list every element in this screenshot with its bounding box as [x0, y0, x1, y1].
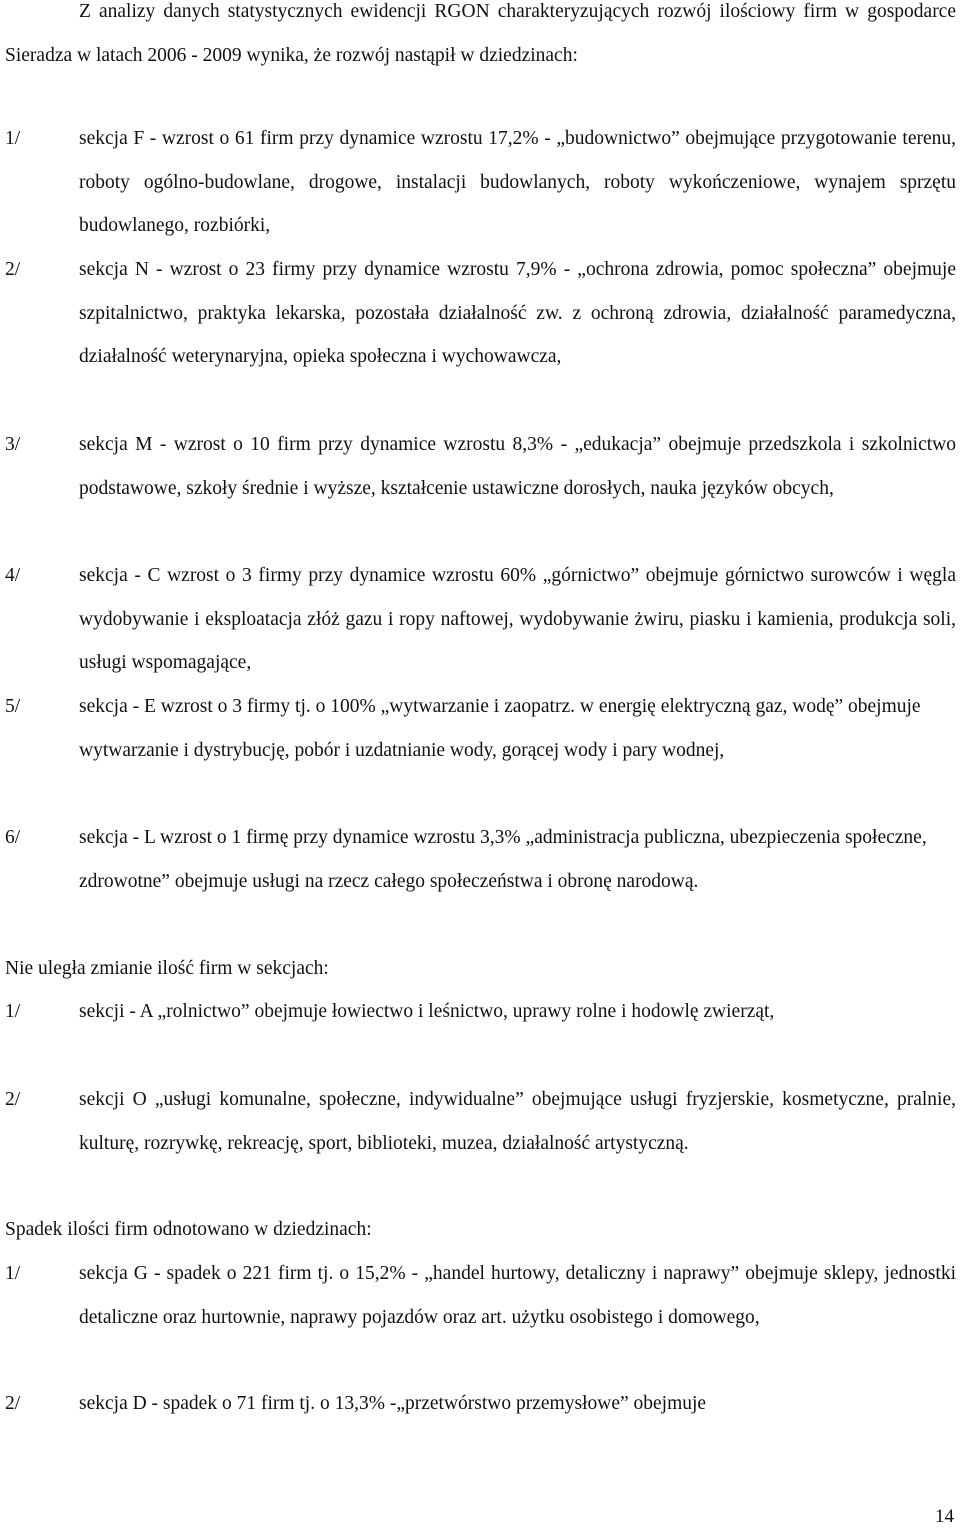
- item-number: 6/: [5, 827, 21, 848]
- item-text: sekcja F - wzrost o 61 firm przy dynamice wzrostu 17,2% - „budownictwo” obejmujące przygotowanie terenu, roboty ogólno-budowlane, drogowe, instalacji budowlanych, roboty wykończeniowe, wynajem sprzętu budowlanego, rozbiórki,: [79, 128, 956, 236]
- item-text: sekcji O „usługi komunalne, społeczne, indywidualne” obejmujące usługi fryzjerskie, kosmetyczne, pralnie, kulturę, rozrywkę, rekreację, sport, biblioteki, muzea, działalność artystyczną.: [79, 1089, 956, 1154]
- item-text: sekcja - L wzrost o 1 firmę przy dynamice wzrostu 3,3% „administracja publiczna, ubezpieczenia społeczne, zdrowotne” obejmuje usługi na rzecz całego społeczeństwa i obronę narodową.: [79, 827, 927, 892]
- unchanged-heading: Nie uległa zmianie ilość firm w sekcjach:: [5, 958, 329, 979]
- item-number: 2/: [5, 1393, 21, 1414]
- item-text: sekcja M - wzrost o 10 firm przy dynamice wzrostu 8,3% - „edukacja” obejmuje przedszkola i szkolnictwo podstawowe, szkoły średnie i wyższe, kształcenie ustawiczne dorosłych, nauka języków obcych,: [79, 434, 956, 499]
- item-text: sekcja N - wzrost o 23 firmy przy dynamice wzrostu 7,9% - „ochrona zdrowia, pomoc społeczna” obejmuje szpitalnictwo, praktyka lekarska, pozostała działalność zw. z ochroną zdrowia, działalność paramedyczna, działalność weterynaryjna, opieka społeczna i wychowawcza,: [79, 259, 956, 367]
- growth-item-6: [5, 816, 956, 903]
- item-text: sekcja D - spadek o 71 firm tj. o 13,3% -„przetwórstwo przemysłowe” obejmuje: [79, 1393, 707, 1414]
- item-number: 2/: [5, 259, 21, 280]
- item-number: 1/: [5, 128, 21, 149]
- item-number: 1/: [5, 1263, 21, 1284]
- decline-item-2: [5, 1382, 956, 1426]
- unchanged-item-1: [5, 990, 956, 1034]
- growth-item-5: [5, 685, 956, 772]
- growth-item-2: [5, 248, 956, 379]
- decline-heading: Spadek ilości firm odnotowano w dziedzinach:: [5, 1219, 372, 1240]
- growth-item-3: [5, 423, 956, 510]
- unchanged-item-2: [5, 1078, 956, 1165]
- item-text: sekcja G - spadek o 221 firm tj. o 15,2% - „handel hurtowy, detaliczny i naprawy” obejmuje sklepy, jednostki detaliczne oraz hurtownie, naprawy pojazdów oraz art. użytku osobistego i domowego,: [79, 1263, 956, 1328]
- item-number: 2/: [5, 1089, 21, 1110]
- page-number: 14: [935, 1506, 954, 1527]
- growth-item-4: [5, 554, 956, 685]
- intro-paragraph: Z analizy danych statystycznych ewidencji RGON charakteryzujących rozwój ilościowy firm w gospodarce Sieradza w latach 2006 - 2009 wynika, że rozwój nastąpił w dziedzinach:: [5, 1, 956, 66]
- item-number: 3/: [5, 434, 21, 455]
- item-number: 1/: [5, 1001, 21, 1022]
- growth-item-1: [5, 117, 956, 248]
- item-text: sekcji - A „rolnictwo” obejmuje łowiectwo i leśnictwo, uprawy rolne i hodowlę zwierząt,: [79, 1001, 775, 1022]
- decline-item-1: [5, 1252, 956, 1339]
- item-text: sekcja - E wzrost o 3 firmy tj. o 100% „wytwarzanie i zaopatrz. w energię elektryczną gaz, wodę” obejmuje wytwarzanie i dystrybucję, pobór i uzdatnianie wody, gorącej wody i pary wodnej,: [79, 696, 921, 761]
- item-text: sekcja - C wzrost o 3 firmy przy dynamice wzrostu 60% „górnictwo” obejmuje górnictwo surowców i węgla wydobywanie i eksploatacja złóż gazu i ropy naftowej, wydobywanie żwiru, piasku i kamienia, produkcja soli, usługi wspomagające,: [79, 565, 956, 673]
- item-number: 5/: [5, 696, 21, 717]
- item-number: 4/: [5, 565, 21, 586]
